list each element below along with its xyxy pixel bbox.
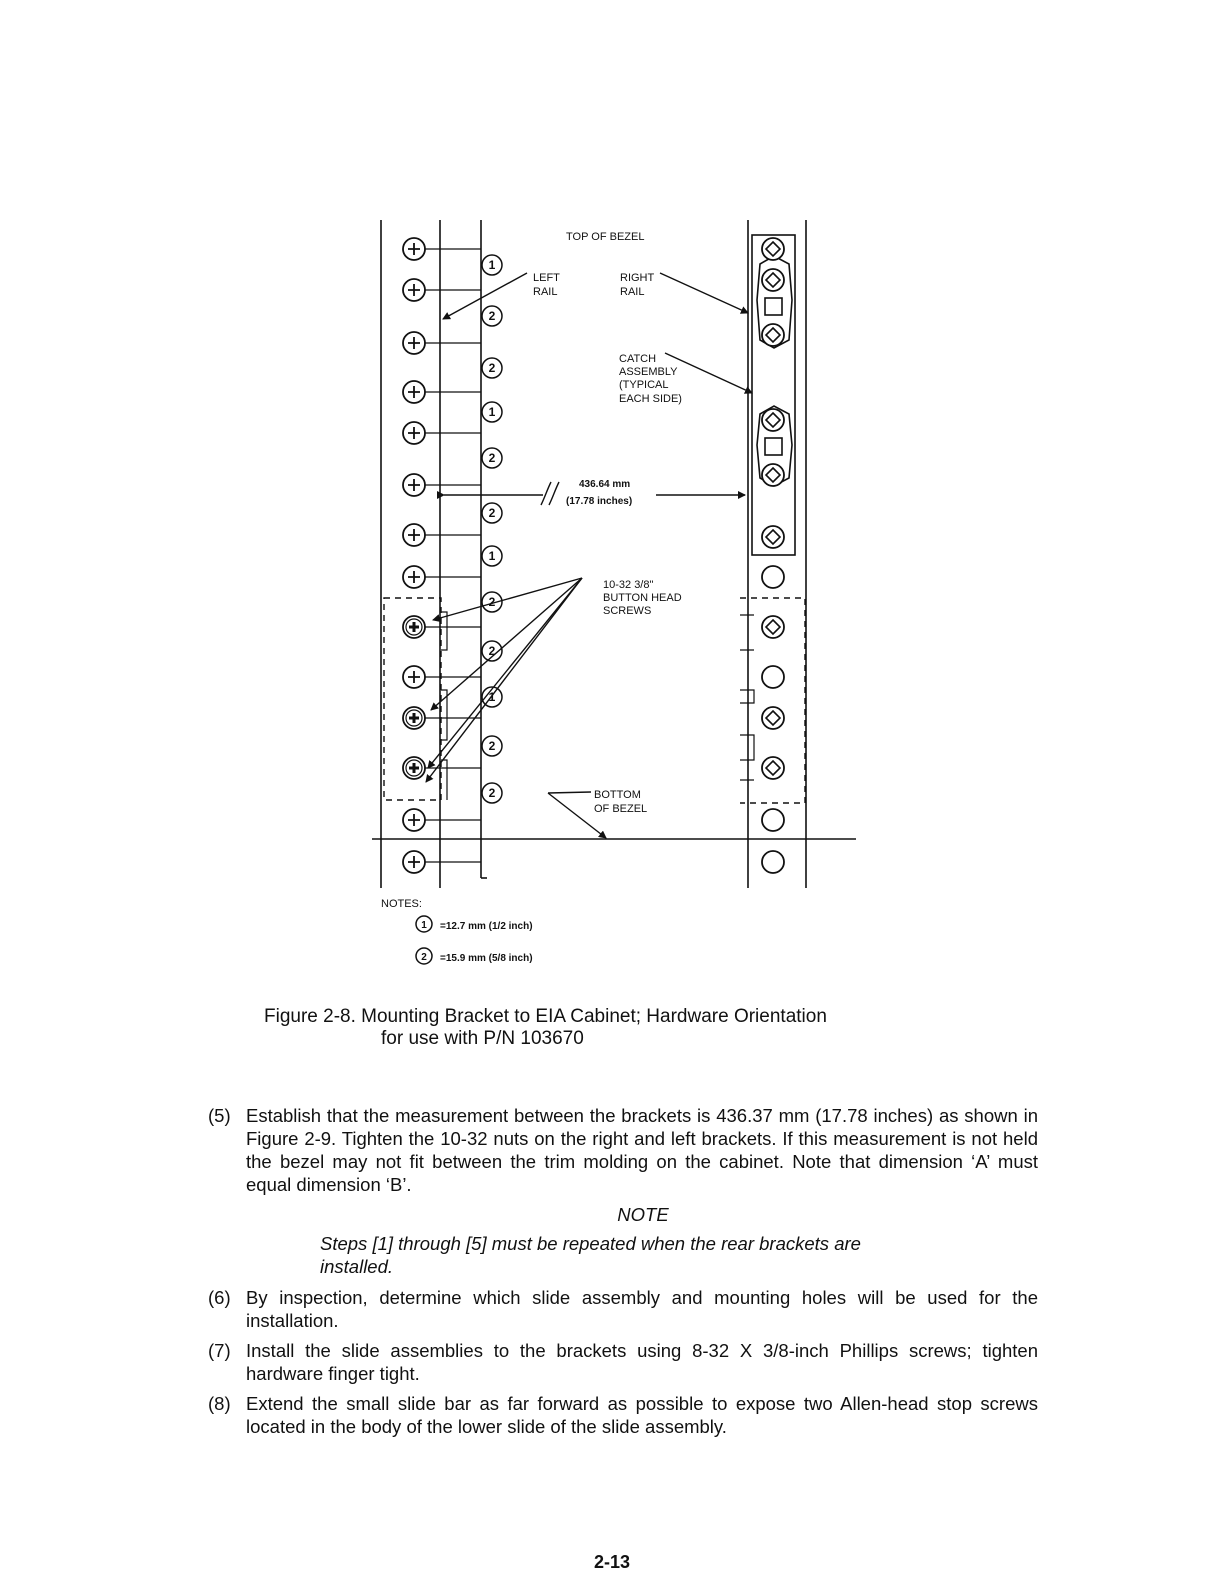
spacing-marker [482, 503, 502, 523]
hole [762, 566, 784, 588]
left-rail-label: RAIL [533, 286, 558, 298]
spacing-marker [482, 358, 502, 378]
spacing-marker-label: 1 [488, 690, 496, 704]
hole [403, 809, 425, 831]
screw [762, 616, 784, 638]
screw [403, 616, 425, 638]
catch-assembly-label: ASSEMBLY [619, 366, 678, 378]
hole [762, 238, 784, 260]
hole [762, 324, 784, 346]
spacing-marker [482, 546, 502, 566]
hole [762, 666, 784, 688]
bottom-of-bezel-label: BOTTOM [594, 789, 641, 801]
hole [762, 269, 784, 291]
hole [403, 381, 425, 403]
left-rail [381, 220, 487, 888]
spacing-marker-label: 2 [488, 361, 496, 375]
note-1-text: =12.7 mm (1/2 inch) [440, 921, 533, 932]
notes-heading: NOTES: [381, 898, 422, 910]
hole-leaders [425, 249, 481, 862]
hole [403, 566, 425, 588]
hole [403, 422, 425, 444]
step-8 [208, 1392, 1038, 1438]
catch-assembly-label: CATCH [619, 353, 657, 365]
step-number: (8) [208, 1393, 231, 1414]
spacing-marker-label: 2 [488, 451, 496, 465]
hole [403, 524, 425, 546]
spacing-marker [482, 448, 502, 468]
right-rail [748, 220, 806, 888]
spacing-marker-label: 2 [488, 506, 496, 520]
page-number: 2-13 [593, 1552, 631, 1572]
screw [762, 757, 784, 779]
note-marker-label: 2 [421, 952, 427, 963]
step-7 [208, 1339, 1038, 1385]
hole [403, 332, 425, 354]
dimension-in-label: (17.78 inches) [566, 496, 633, 507]
step-6 [208, 1286, 1038, 1332]
spacing-marker-label: 2 [488, 309, 496, 323]
step-5 [208, 1104, 1038, 1196]
note-marker-label: 1 [421, 920, 427, 931]
screws-label: BUTTON HEAD [603, 592, 682, 604]
spacing-marker-label: 1 [488, 549, 496, 563]
screw [403, 707, 425, 729]
step-number: (5) [208, 1105, 231, 1126]
spacing-marker-label: 1 [488, 405, 496, 419]
spacing-marker [482, 402, 502, 422]
spacing-marker [482, 255, 502, 275]
figure-caption-subtitle: for use with P/N 103670 [381, 1028, 584, 1049]
spacing-marker-label: 2 [488, 786, 496, 800]
hole [403, 851, 425, 873]
left-hole-row [403, 238, 425, 873]
catch-assembly-label: (TYPICAL [619, 379, 669, 391]
hole [403, 474, 425, 496]
note-heading: NOTE [617, 1204, 669, 1225]
hole [403, 666, 425, 688]
right-rail-label: RAIL [620, 286, 645, 298]
hole [403, 279, 425, 301]
hole [762, 526, 784, 548]
step-text: By inspection, determine which slide assembly and mounting holes will be used for the installation. [246, 1287, 1038, 1331]
hole [762, 809, 784, 831]
hole [403, 238, 425, 260]
screws-label: 10-32 3/8" [603, 579, 654, 591]
step-text: Extend the small slide bar as far forward as possible to expose two Allen-head stop screws located in the body of the lower slide of the slide assembly. [246, 1393, 1038, 1437]
figure-caption-title: Figure 2-8. Mounting Bracket to EIA Cabinet; Hardware Orientation [264, 1006, 827, 1027]
spacing-marker [482, 306, 502, 326]
spacing-marker [482, 783, 502, 803]
label-leaders [426, 273, 752, 838]
note-2-text: =15.9 mm (5/8 inch) [440, 953, 533, 964]
step-text: Establish that the measurement between the brackets is 436.37 mm (17.78 inches) as shown in Figure 2-9. Tighten the 10-32 nuts on the right and left brackets. If this measurement is not held the bezel may not fit between the trim molding on the cabinet. Note that dimension ‘A’ must equal dimension ‘B’. [246, 1105, 1038, 1195]
bottom-of-bezel-label: OF BEZEL [594, 803, 648, 815]
catch-assembly-label: EACH SIDE) [619, 393, 682, 405]
step-number: (7) [208, 1340, 231, 1361]
screws-label: SCREWS [603, 605, 652, 617]
screw [762, 707, 784, 729]
hole [762, 409, 784, 431]
note-text: Steps [1] through [5] must be repeated when the rear brackets are installed. [320, 1233, 861, 1277]
hole [762, 464, 784, 486]
screw [403, 757, 425, 779]
step-number: (6) [208, 1287, 231, 1308]
top-of-bezel-label: TOP OF BEZEL [566, 231, 645, 243]
note-marker [416, 916, 432, 932]
note-marker [416, 948, 432, 964]
step-text: Install the slide assemblies to the brackets using 8-32 X 3/8-inch Phillips screws; tighten hardware finger tight. [246, 1340, 1038, 1384]
left-rail-label: LEFT [533, 272, 560, 284]
spacing-markers [482, 255, 502, 803]
spacing-marker-label: 2 [488, 595, 496, 609]
procedure-steps [208, 1104, 1038, 1445]
spacing-marker [482, 736, 502, 756]
spacing-marker-label: 2 [488, 739, 496, 753]
spacing-marker-label: 1 [488, 258, 496, 272]
right-rail-label: RIGHT [620, 272, 655, 284]
spacing-marker-label: 2 [488, 644, 496, 658]
dimension-mm-label: 436.64 mm [579, 479, 631, 490]
hole [762, 851, 784, 873]
